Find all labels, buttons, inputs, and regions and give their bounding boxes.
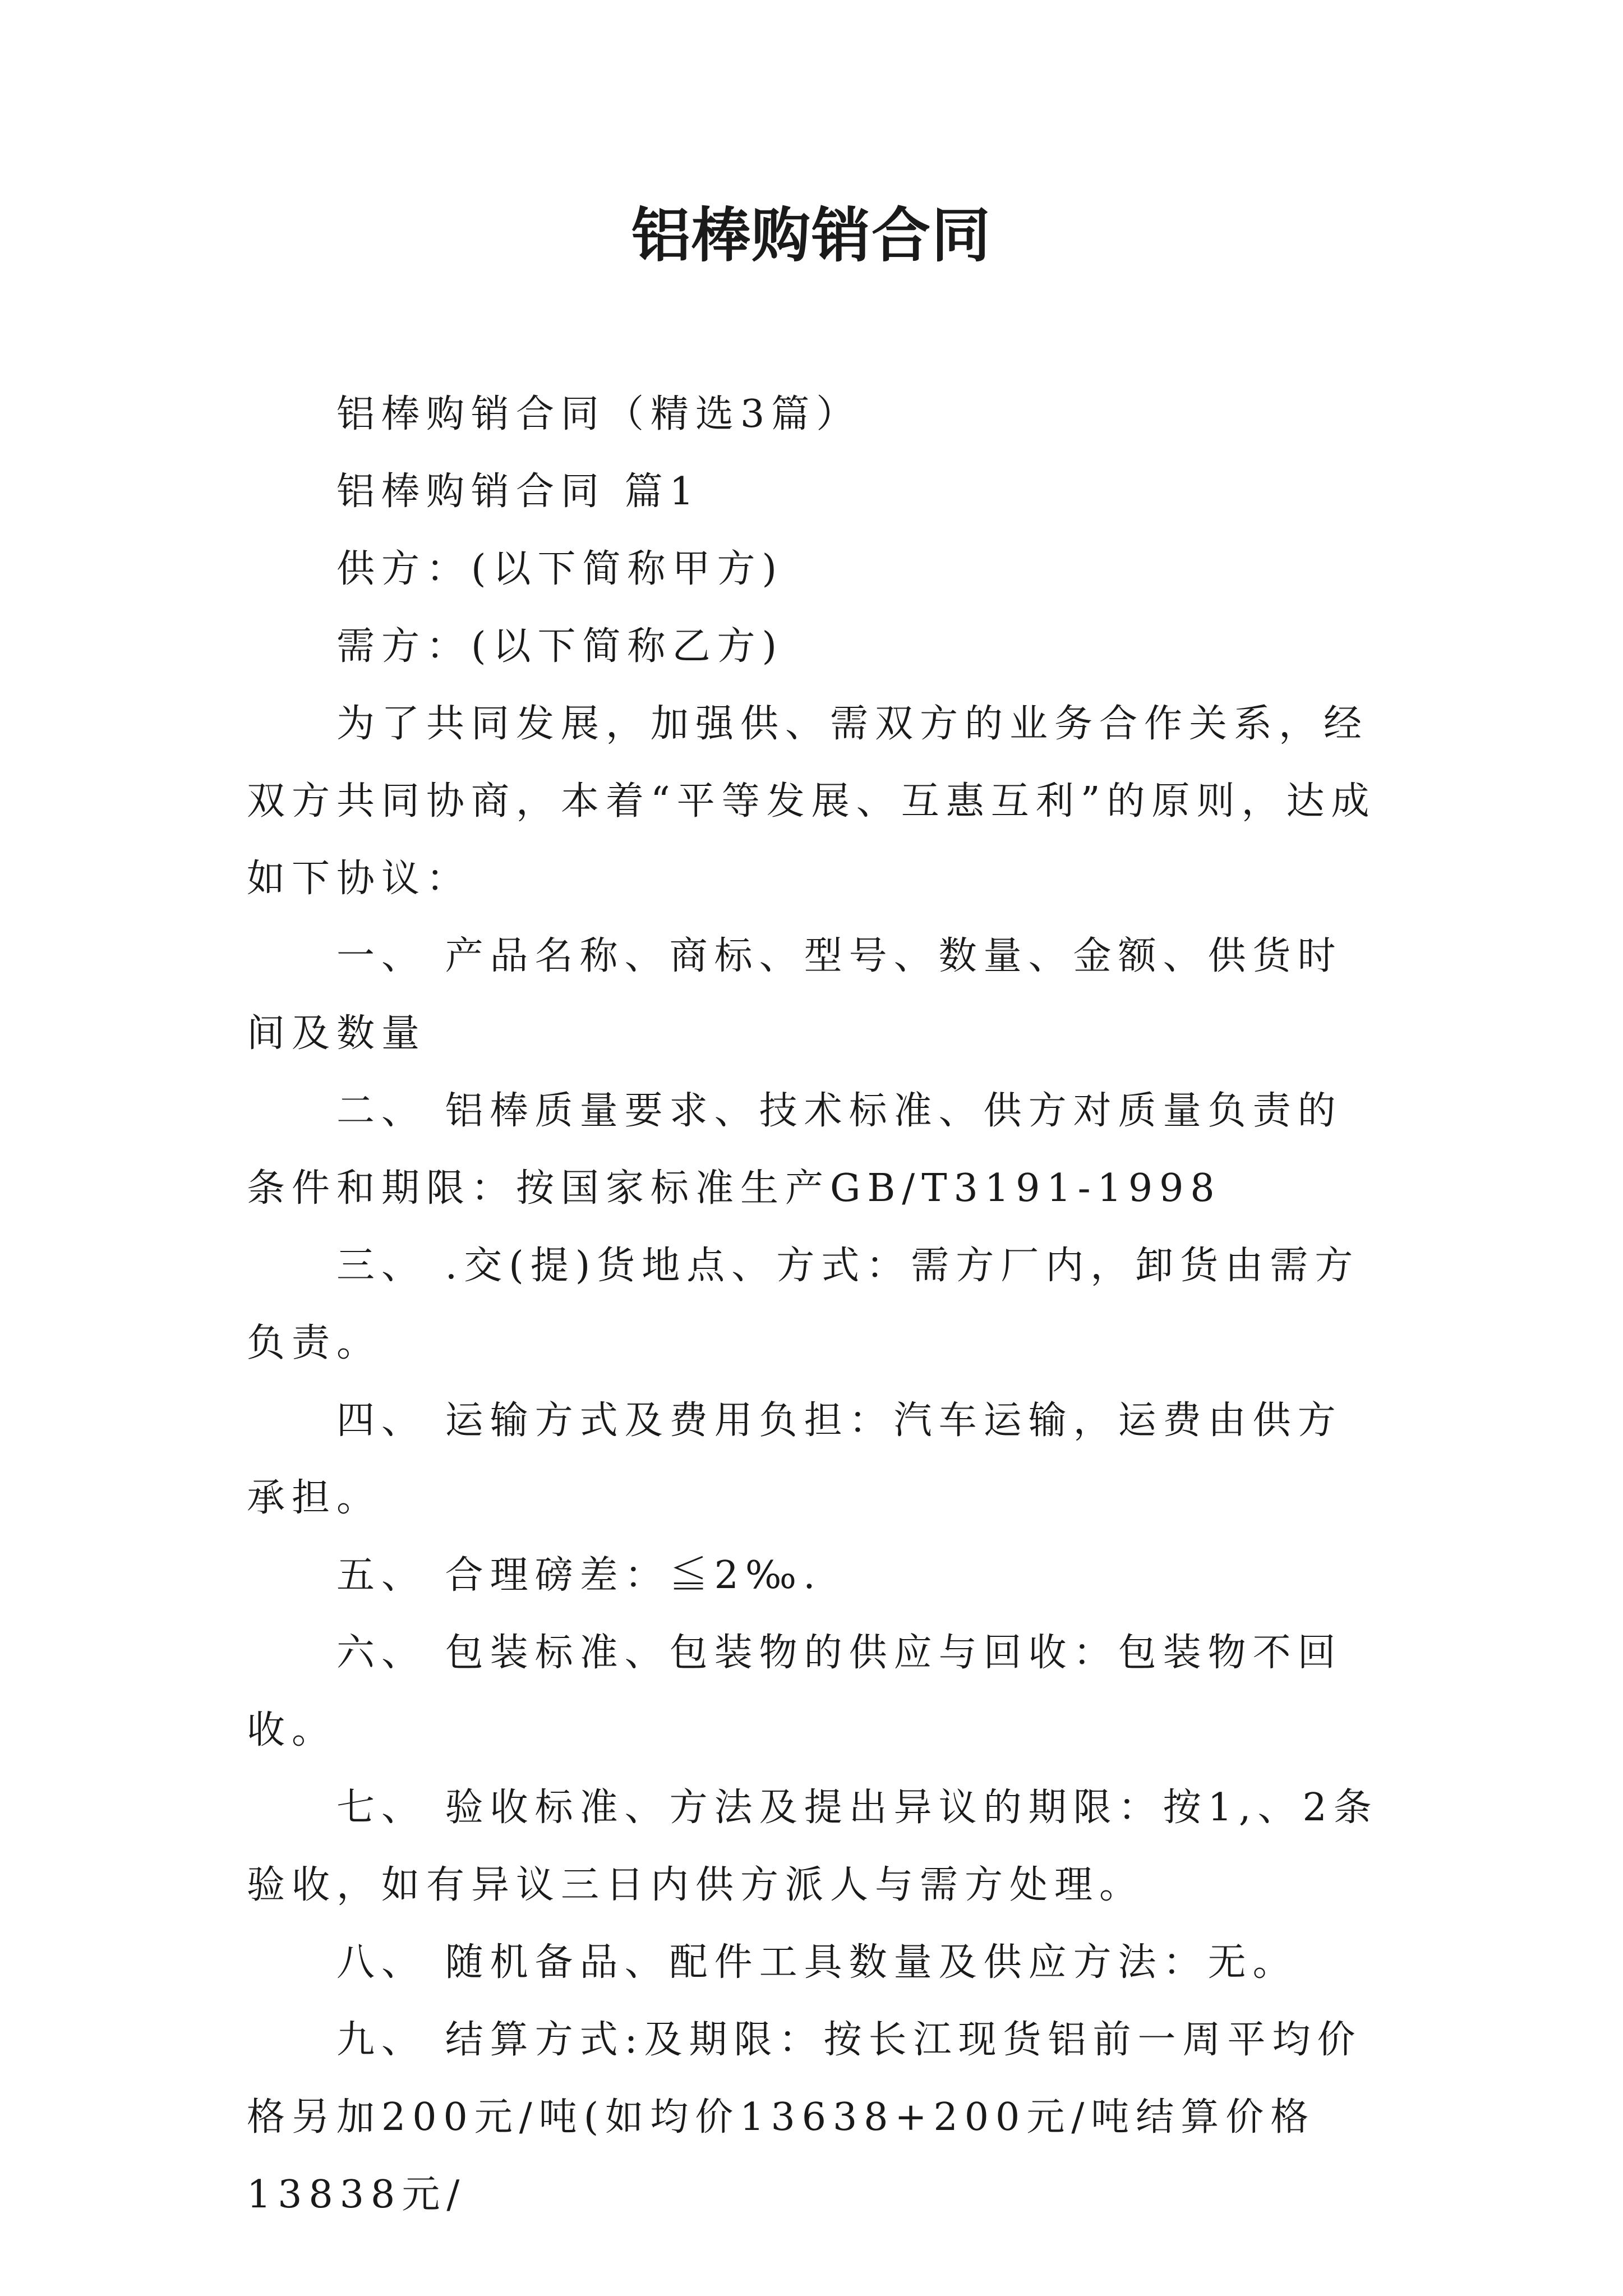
paragraph-subtitle: 铝棒购销合同（精选3篇） — [336, 392, 861, 436]
clause-3: 三、 .交(提)货地点、方式：需方厂内，卸货由需方负责。 — [247, 1244, 1360, 1365]
clause-2: 二、 铝棒质量要求、技术标准、供方对质量负责的条件和期限：按国家标准生产GB/T3191-1998 — [247, 1089, 1343, 1211]
paragraph-supplier: 供方：(以下简称甲方) — [336, 547, 784, 591]
document-title: 铝棒购销合同 — [631, 201, 992, 270]
clause-4: 四、 运输方式及费用负担：汽车运输，运费由供方承担。 — [247, 1398, 1343, 1520]
clause-9: 九、 结算方式:及期限：按长江现货铝前一周平均价格另加200元/吨(如均价13638+200元/吨结算价格13838元/ — [247, 2018, 1362, 2217]
paragraph-preamble: 为了共同发展，加强供、需双方的业务合作关系，经双方共同协商，本着“平等发展、互惠互利”的原则，达成如下协议： — [247, 702, 1376, 901]
document-body — [247, 376, 1382, 2234]
clause-1: 一、 产品名称、商标、型号、数量、金额、供货时间及数量 — [247, 934, 1343, 1056]
clause-7: 七、 验收标准、方法及提出异议的期限：按1,、2条验收，如有异议三日内供方派人与需方处理。 — [247, 1786, 1378, 1907]
paragraph-buyer: 需方：(以下简称乙方) — [336, 624, 784, 669]
clause-8: 八、 随机备品、配件工具数量及供应方法：无。 — [336, 1940, 1298, 1985]
clause-6: 六、 包装标准、包装物的供应与回收：包装物不回收。 — [247, 1631, 1343, 1752]
clause-5: 五、 合理磅差：≦2‰. — [336, 1553, 822, 1598]
paragraph-section-heading: 铝棒购销合同 篇1 — [336, 470, 700, 514]
